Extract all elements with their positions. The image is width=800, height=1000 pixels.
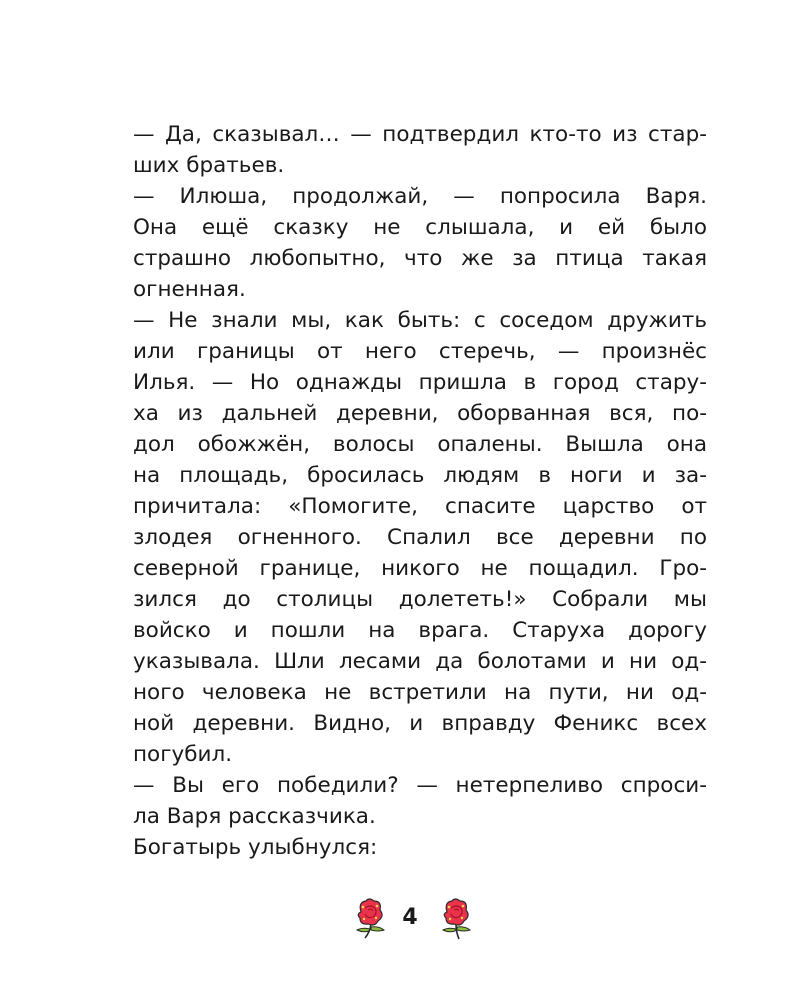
text-line: ха из дальней деревни, оборванная вся, по-: [133, 401, 707, 426]
text-line: дол обожжён, волосы опалены. Вышла она: [133, 432, 707, 457]
page-number: 4: [402, 905, 418, 930]
text-line: ной деревни. Видно, и вправду Феникс всех: [133, 711, 707, 736]
text-line: — Илюша, продолжай, — попросила Варя.: [133, 184, 707, 209]
rose-flower-icon: [436, 897, 476, 941]
text-line: огненная.: [133, 277, 246, 302]
rose-flower-icon: [349, 897, 389, 941]
text-line: указывала. Шли лесами да болотами и ни од-: [133, 649, 707, 674]
text-line: ного человека не встретили на пути, ни од-: [133, 680, 707, 705]
text-line: ших братьев.: [133, 153, 285, 178]
text-line: страшно любопытно, что же за птица такая: [133, 246, 707, 271]
text-line: погубил.: [133, 742, 233, 767]
text-line: зился до столицы долететь!» Собрали мы: [133, 587, 707, 612]
text-line: злодея огненного. Спалил все деревни по: [133, 525, 707, 550]
text-line: — Да, сказывал… — подтвердил кто-то из стар-: [133, 122, 707, 147]
page-text: [133, 119, 707, 863]
text-line: на площадь, бросилась людям в ноги и за-: [133, 463, 707, 488]
text-line: — Не знали мы, как быть: с соседом дружить: [133, 308, 707, 333]
text-line: причитала: «Помогите, спасите царство от: [133, 494, 707, 519]
text-line: Богатырь улыбнулся:: [133, 835, 378, 860]
text-line: войско и пошли на врага. Старуха дорогу: [133, 618, 707, 643]
text-line: или границы от него стеречь, — произнёс: [133, 339, 707, 364]
text-line: — Вы его победили? — нетерпеливо спроси-: [133, 773, 707, 798]
text-line: северной границе, никого не пощадил. Гро-: [133, 556, 707, 581]
text-line: ла Варя рассказчика.: [133, 804, 376, 829]
page-footer: [0, 897, 800, 947]
text-line: Илья. — Но однажды пришла в город стару-: [133, 370, 707, 395]
text-line: Она ещё сказку не слышала, и ей было: [133, 215, 707, 240]
